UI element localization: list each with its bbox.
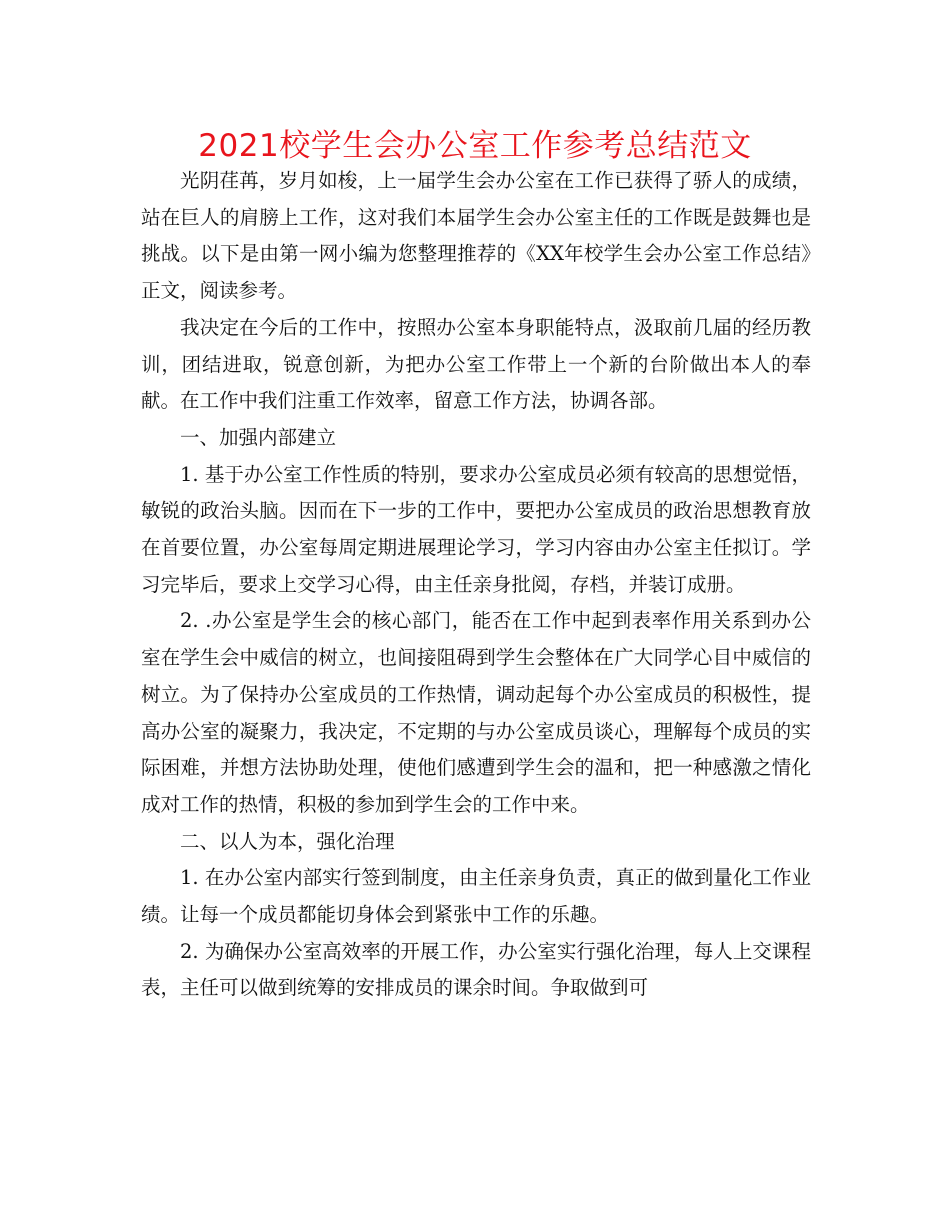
paragraph-item-1-1: 1. 基于办公室工作性质的特别，要求办公室成员必须有较高的思想觉悟，敏锐的政治头脑。因而在下一步的工作中，要把办公室成员的政治思想教育放在首要位置，办公室每周定期进展理论学习，学习内容由办公室主任拟订。学习完毕后，要求上交学习心得，由主任亲身批阅，存档，并装订成册。 <box>141 462 811 596</box>
section-heading-2: 二、以人为本，强化治理 <box>180 829 395 853</box>
paragraph-item-2-1: 1. 在办公室内部实行签到制度，由主任亲身负责，真正的做到量化工作业绩。让每一个成员都能切身体会到紧张中工作的乐趣。 <box>141 866 811 927</box>
paragraph-decision: 我决定在今后的工作中，按照办公室本身职能特点，汲取前几届的经历教训，团结进取，锐意创新，为把办公室工作带上一个新的台阶做出本人的奉献。在工作中我们注重工作效率，留意工作方法，协调各部。 <box>141 315 811 413</box>
paragraph-item-1-2: 2. .办公室是学生会的核心部门，能否在工作中起到表率作用关系到办公室在学生会中威信的树立，也间接阻碍到学生会整体在广大同学心目中威信的树立。为了保持办公室成员的工作热情，调动起每个办公室成员的积极性，提高办公室的凝聚力，我决定，不定期的与办公室成员谈心，理解每个成员的实际困难，并想方法协助处理，使他们感遭到学生会的温和，把一种感激之情化成对工作的热情，积极的参加到学生会的工作中来。 <box>141 609 811 816</box>
document-body <box>141 163 811 1007</box>
section-heading-1: 一、加强内部建立 <box>180 425 337 449</box>
document-title: 2021校学生会办公室工作参考总结范文 <box>198 128 752 164</box>
paragraph-intro: 光阴荏苒，岁月如梭，上一届学生会办公室在工作已获得了骄人的成绩，站在巨人的肩膀上工作，这对我们本届学生会办公室主任的工作既是鼓舞也是挑战。以下是由第一网小编为您整理推荐的《XX年校学生会办公室工作总结》正文，阅读参考。 <box>141 169 811 303</box>
paragraph-item-2-2: 2. 为确保办公室高效率的开展工作，办公室实行强化治理，每人上交课程表，主任可以做到统筹的安排成员的课余时间。争取做到可 <box>141 939 811 1000</box>
